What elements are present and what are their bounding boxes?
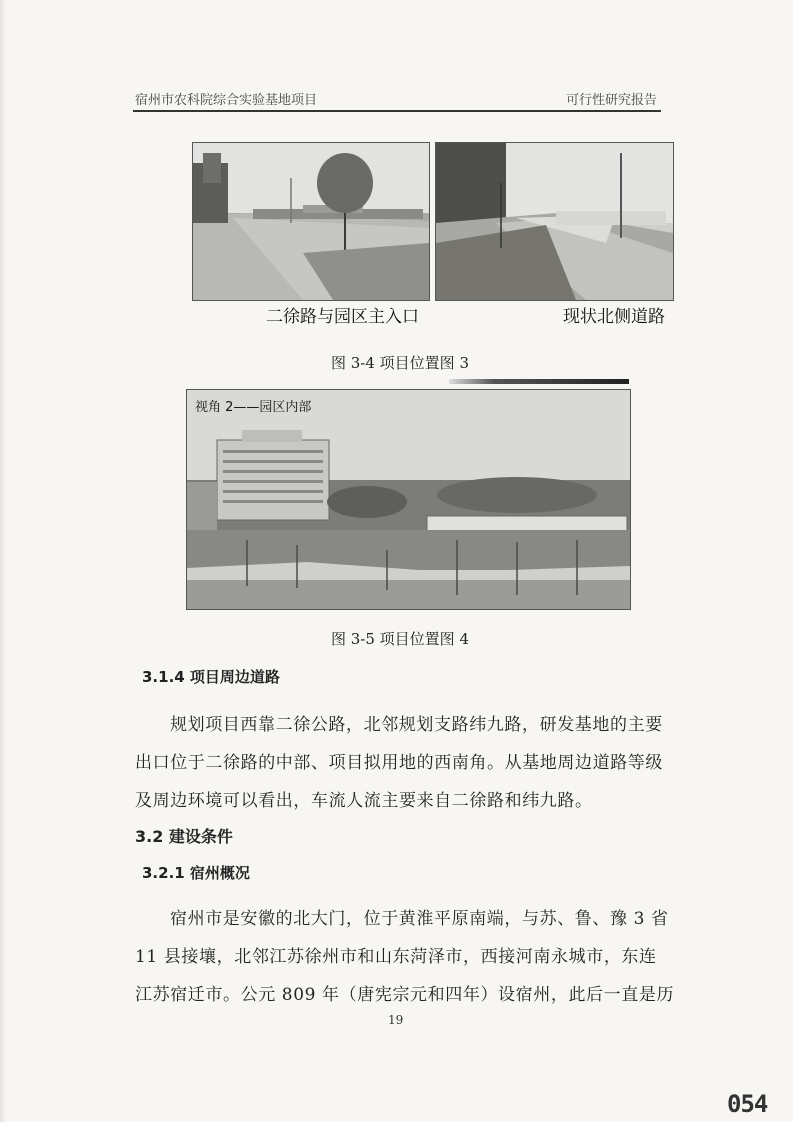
header-project-title: 宿州市农科院综合实验基地项目 bbox=[135, 93, 318, 108]
handwritten-page-stamp: 054 bbox=[727, 1090, 768, 1118]
photo-park-interior-image bbox=[187, 390, 630, 609]
photo-left-label: 二徐路与园区主入口 bbox=[266, 307, 419, 327]
section-3-2-1-heading: 3.2.1 宿州概况 bbox=[142, 864, 250, 882]
section-3-2-heading: 3.2 建设条件 bbox=[135, 827, 233, 846]
paragraph-line: 出口位于二徐路的中部、项目拟用地的西南角。从基地周边道路等级 bbox=[135, 753, 663, 773]
photo-road-main-entrance bbox=[192, 142, 430, 301]
scan-edge-shadow bbox=[0, 0, 6, 1122]
paragraph-line: 11 县接壤，北邻江苏徐州市和山东菏泽市，西接河南永城市，东连 bbox=[135, 947, 657, 967]
photo-north-road-image bbox=[436, 143, 673, 300]
paragraph-line: 宿州市是安徽的北大门，位于黄淮平原南端，与苏、鲁、豫 3 省 bbox=[170, 909, 669, 929]
header-rule bbox=[133, 110, 661, 112]
paragraph-line: 规划项目西靠二徐公路，北邻规划支路纬九路，研发基地的主要 bbox=[170, 715, 663, 735]
photo-park-interior bbox=[186, 389, 631, 610]
photo-road-main-entrance-image bbox=[193, 143, 429, 300]
figure-3-4-caption: 图 3-4 项目位置图 3 bbox=[330, 354, 469, 372]
page-number: 19 bbox=[388, 1013, 404, 1027]
section-3-1-4-heading: 3.1.4 项目周边道路 bbox=[142, 668, 280, 686]
photo-viewpoint-label: 视角 2——园区内部 bbox=[195, 400, 312, 415]
header-report-type: 可行性研究报告 bbox=[566, 93, 658, 108]
photo-right-label: 现状北侧道路 bbox=[563, 307, 665, 327]
paragraph-line: 江苏宿迁市。公元 809 年（唐宪宗元和四年）设宿州，此后一直是历 bbox=[135, 985, 675, 1005]
figure-3-5-caption: 图 3-5 项目位置图 4 bbox=[330, 630, 469, 648]
scan-decoration-bar bbox=[449, 379, 629, 384]
paragraph-line: 及周边环境可以看出，车流人流主要来自二徐路和纬九路。 bbox=[135, 791, 593, 811]
photo-north-road bbox=[435, 142, 674, 301]
